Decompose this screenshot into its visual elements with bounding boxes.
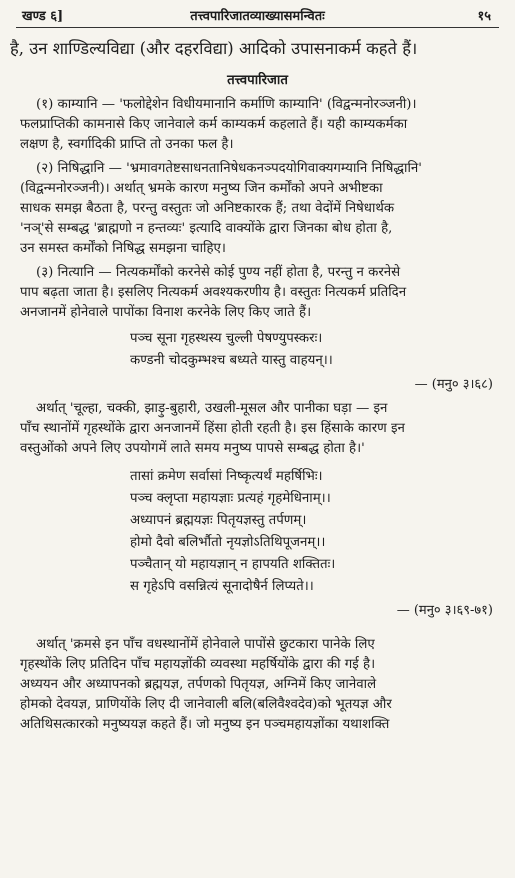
verse2-line: अध्यापनं ब्रह्मयज्ञः पितृयज्ञस्तु तर्पणम्। [130,513,307,528]
header-title: तत्त्वपारिजातव्याख्यासमन्वितः [190,9,325,24]
para3-line: पाप बढ़ता जाता है। इसलिए नित्यकर्म अवश्यकरणीय है। वस्तुतः नित्यकर्म प्रतिदिन [20,285,407,300]
intro-line: है, उन शाण्डिल्यविद्या (और दहरविद्या) आदिको उपासनाकर्म कहते हैं। [10,39,418,58]
para2-line: 'नञ्'से सम्बद्ध 'ब्राह्मणो न हन्तव्यः' इत्यादि वाक्योंके द्वारा जिनका बोध होता है, [20,221,393,236]
para2-line: साधक समझ बैठता है, परन्तु वस्तुतः जो अनिष्टकारक हैं; तथा वेदोंमें निषेधार्थक [20,201,395,216]
verse1-line: पञ्च सूना गृहस्थस्य चुल्ली पेषण्युपस्करः। [130,331,323,346]
para1-line: फलप्राप्तिकी कामनासे किए जानेवाले कर्म काम्यकर्म कहलाते हैं। यही काम्यकर्मका [20,117,408,132]
para4-line: वस्तुओंको अपने लिए उपयोगमें लाते समय मनुष्य पापसे सम्बद्ध होता है।' [20,441,365,456]
para2-line: (विद्वन्मनोरञ्जनी)। अर्थात् भ्रमके कारण मनुष्य जिन कर्मोंको अपने अभीष्टका [20,181,383,196]
header-section-label: खण्ड ६] [22,9,64,24]
verse2-line: पञ्च क्लृप्ता महायज्ञाः प्रत्यहं गृहमेधिनाम्।। [130,491,331,506]
verse2-line: पञ्चैतान् यो महायज्ञान् न हापयति शक्तितः। [130,557,336,572]
para2-line: उन समस्त कर्मोंको निषिद्ध समझना चाहिए। [20,241,226,256]
verse2-reference: — (मनु० ३।६९-७१) [396,603,493,618]
para5-line: गृहस्थोंके लिए प्रतिदिन पाँच महायज्ञोंकी व्यवस्था महर्षियोंके द्वारा की गई है। [20,657,376,672]
para2-line: (२) निषिद्धानि — 'भ्रमावगतेष्टसाधनतानिषेधकनञ्पदयोगिवाक्यगम्यानि निषिद्धानि' [36,161,422,176]
verse1-reference: — (मनु० ३।६८) [414,377,493,392]
verse2-line: स गृहेऽपि वसन्नित्यं सूनादोषैर्न लिप्यते।। [130,579,314,594]
para3-line: अनजानमें होनेवाले पापोंका विनाश करनेके लिए किए जाते हैं। [20,305,312,320]
page-number: १५ [477,9,491,24]
para4-line: पाँच स्थानोंमें गृहस्थोंके द्वारा अनजानमें हिंसा होती रहती है। इस हिंसाके कारण इन [20,421,405,436]
verse2-line: तासां क्रमेण सर्वासां निष्कृत्यर्थं महर्षिभिः। [130,469,323,484]
para5-line: होमको देवयज्ञ, प्राणियोंके लिए दी जानेवाली बलि(बलिवैश्वदेव)को भूतयज्ञ और [20,697,392,712]
verse2-line: होमो दैवो बलिर्भौतो नृयज्ञोऽतिथिपूजनम्।। [130,535,326,550]
verse1-line: कण्डनी चोदकुम्भश्च बध्यते यास्तु वाहयन्।। [130,353,333,368]
para5-line: अतिथिसत्कारको मनुष्ययज्ञ कहते हैं। जो मनुष्य इन पञ्चमहायज्ञोंका यथाशक्ति [20,717,390,732]
para3-line: (३) नित्यानि — नित्यकर्मोंको करनेसे कोई पुण्य नहीं होता है, परन्तु न करनेसे [36,265,401,280]
header-rule [16,27,499,28]
para5-line: अर्थात् 'क्रमसे इन पाँच वधस्थानोंमें होनेवाले पापोंसे छुटकारा पानेके लिए [36,637,375,652]
para1-line: लक्षण है, स्वर्गादिकी प्राप्ति तो उनका फल है। [20,137,234,152]
para1-line: (१) काम्यानि — 'फलोद्देशेन विधीयमानानि कर्माणि काम्यानि' (विद्वन्मनोरञ्जनी)। [36,97,417,112]
para5-line: अध्ययन और अध्यापनको ब्रह्मयज्ञ, तर्पणको पितृयज्ञ, अग्निमें किए जानेवाले [20,677,377,692]
section-title: तत्त्वपारिजात [227,73,288,88]
para4-line: अर्थात् 'चूल्हा, चक्की, झाड़ु-बुहारी, उखली-मूसल और पानीका घड़ा — इन [36,401,388,416]
